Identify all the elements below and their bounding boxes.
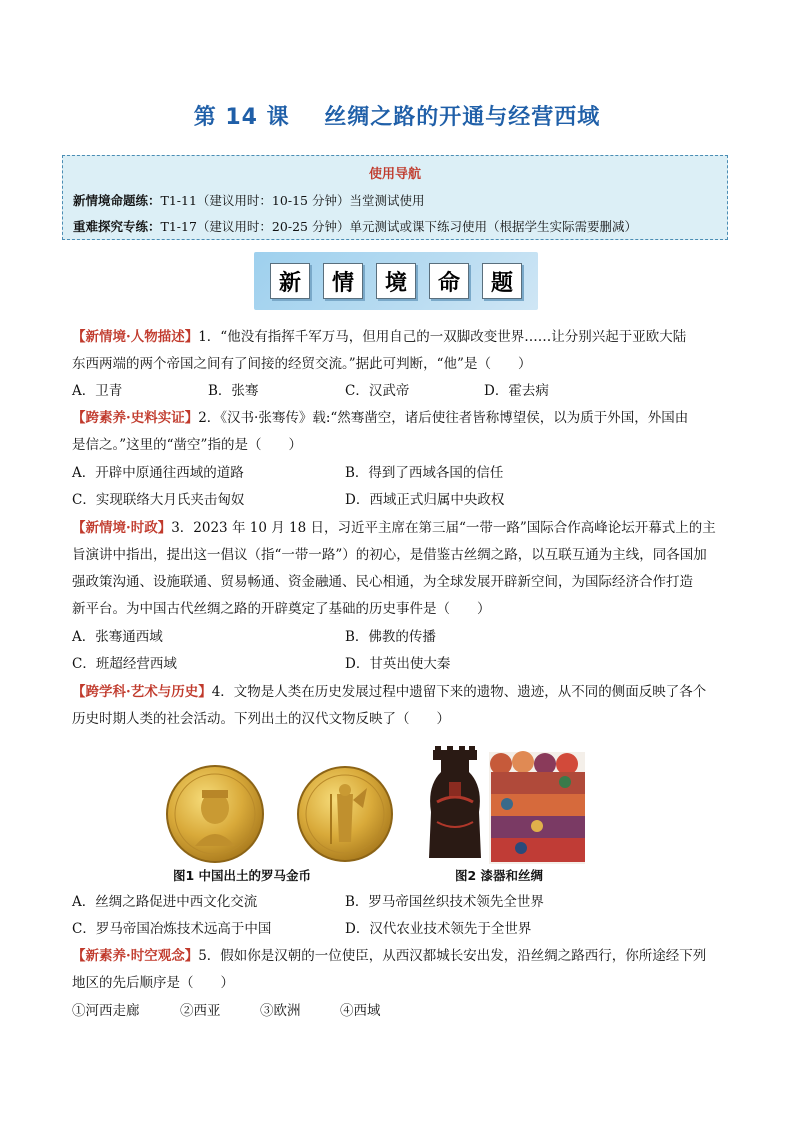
q3-option-d[interactable]: D．甘英出使大秦 (345, 656, 451, 672)
q5-item-2: ②西亚 (180, 1003, 221, 1019)
banner-char: 境 (376, 263, 416, 299)
nav-line-2 (73, 217, 637, 235)
q1-option-c[interactable]: C．汉武帝 (345, 383, 410, 399)
q2-option-d[interactable]: D．西域正式归属中央政权 (345, 492, 505, 508)
q3-line-4: 新平台。为中国古代丝绸之路的开辟奠定了基础的历史事件是（ ） (72, 601, 491, 617)
lesson-title: 第 14 课 丝绸之路的开通与经营西域 (193, 105, 601, 130)
q2-line-1 (72, 408, 688, 428)
lacquerware-and-silk-image (427, 742, 585, 864)
nav-line-1-label: 新情境命题练： (73, 193, 161, 208)
figure-2-caption: 图2 漆器和丝绸 (455, 868, 544, 883)
q3-line-3: 强政策沟通、设施联通、贸易畅通、资金融通、民心相通，为全球发展开辟新空间，为国际经济合作打造 (72, 574, 693, 590)
q1-option-b[interactable]: B．张骞 (208, 383, 259, 399)
q2-option-a[interactable]: A．开辟中原通往西域的道路 (72, 465, 244, 481)
section-banner (254, 252, 538, 310)
q5-item-3: ③欧洲 (260, 1003, 301, 1019)
q5-line-2: 地区的先后顺序是（ ） (72, 975, 234, 991)
q4-text: 4．文物是人类在历史发展过程中遗留下来的遗物、遗迹，从不同的侧面反映了各个 (211, 684, 707, 700)
q4-option-b[interactable]: B．罗马帝国丝织技术领先全世界 (345, 894, 544, 910)
q4-figures (155, 742, 585, 887)
q4-option-d[interactable]: D．汉代农业技术领先于全世界 (345, 921, 532, 937)
q4-line-1 (72, 682, 706, 702)
q1-option-a[interactable]: A．卫青 (72, 383, 123, 399)
nav-line-2-text: T1-17（建议用时：20-25 分钟）单元测试或课下练习使用（根据学生实际需要删减） (160, 219, 637, 234)
q2-option-c[interactable]: C．实现联络大月氏夹击匈奴 (72, 492, 245, 508)
q3-option-a[interactable]: A．张骞通西域 (72, 629, 163, 645)
q3-text: 3．2023 年 10 月 18 日，习近平主席在第三届“一带一路”国际合作高峰论坛开幕式上的主 (171, 520, 716, 536)
q1-text: 1．“他没有指挥千军万马，但用自己的一双脚改变世界……让分别兴起于亚欧大陆 (198, 329, 687, 345)
q3-option-c[interactable]: C．班超经营西域 (72, 656, 177, 672)
q3-line-1 (72, 518, 716, 538)
q3-line-2: 旨演讲中指出，提出这一倡议（指“一带一路”）的初心，是借鉴古丝绸之路，以互联互通为主线，同各国加 (72, 547, 707, 563)
banner-char: 情 (323, 263, 363, 299)
q1-tag: 【新情境·人物描述】 (72, 329, 199, 345)
q5-line-1 (72, 946, 706, 966)
nav-line-1 (73, 191, 424, 209)
banner-char: 新 (270, 263, 310, 299)
q5-text: 5．假如你是汉朝的一位使臣，从西汉都城长安出发，沿丝绸之路西行，你所途经下列 (198, 948, 707, 964)
q4-option-a[interactable]: A．丝绸之路促进中西文化交流 (72, 894, 258, 910)
q1-option-d[interactable]: D．霍去病 (484, 383, 549, 399)
banner-char: 题 (482, 263, 522, 299)
nav-heading: 使用导航 (368, 167, 421, 182)
q1-line-1 (72, 327, 686, 347)
q5-item-4: ④西域 (340, 1003, 381, 1019)
q2-tag: 【跨素养·史料实证】 (72, 410, 199, 426)
usage-navigation-box (62, 155, 728, 240)
q5-tag: 【新素养·时空观念】 (72, 948, 199, 964)
q3-option-b[interactable]: B．佛教的传播 (345, 629, 436, 645)
q4-option-c[interactable]: C．罗马帝国冶炼技术远高于中国 (72, 921, 272, 937)
q5-item-1: ①河西走廊 (72, 1003, 140, 1019)
roman-gold-coins-image (155, 764, 413, 864)
figure-1-caption: 图1 中国出土的罗马金币 (173, 868, 312, 883)
q4-tag: 【跨学科·艺术与历史】 (72, 684, 212, 700)
q2-text: 2．《汉书·张骞传》载:“然骞凿空，诸后使往者皆称博望侯，以为质于外国，外国由 (198, 410, 689, 426)
nav-line-2-label: 重难探究专练： (73, 219, 161, 234)
q2-option-b[interactable]: B．得到了西域各国的信任 (345, 465, 504, 481)
q2-line-2: 是信之。”这里的“凿空”指的是（ ） (72, 437, 302, 453)
q1-line-2: 东西两端的两个帝国之间有了间接的经贸交流。”据此可判断，“他”是（ ） (72, 356, 532, 372)
q4-line-2: 历史时期人类的社会活动。下列出土的汉代文物反映了（ ） (72, 711, 450, 727)
banner-char: 命 (429, 263, 469, 299)
nav-line-1-text: T1-11（建议用时：10-15 分钟）当堂测试使用 (160, 193, 425, 208)
q3-tag: 【新情境·时政】 (72, 520, 172, 536)
